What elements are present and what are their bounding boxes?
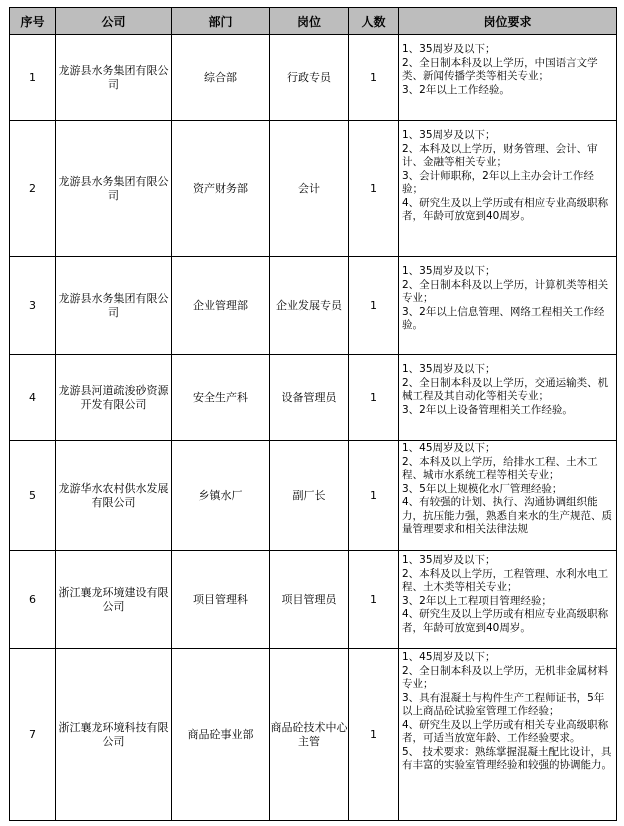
department-cell: 安全生产科 [172,355,270,441]
row-number: 1 [10,35,56,121]
department-cell: 项目管理科 [172,551,270,649]
requirement-line: 2、全日制本科及以上学历，中国语言文学类、新闻传播学类等相关专业； [402,56,598,82]
requirement-line: 4、有较强的计划、执行、沟通协调组织能力，抗压能力强，熟悉自来水的生产规范、质量管理要求和相关法律法规 [402,496,612,535]
requirements-cell [399,35,617,121]
company-cell: 浙江襄龙环境科技有限公司 [56,649,172,821]
requirement-line: 3、5年以上规模化水厂管理经验； [402,482,563,495]
requirement-line: 4、研究生及以上学历或有相应专业高级职称者，年龄可放宽到40周岁。 [402,608,609,634]
requirements-cell [399,551,617,649]
requirement-line: 4、研究生及以上学历或有相关专业高级职称者，可适当放宽年龄、工作经验要求。 [402,718,609,744]
row-number: 3 [10,257,56,355]
requirement-line: 2、本科及以上学历，工程管理、水利水电工程、土木类等相关专业； [402,567,609,593]
position-cell: 项目管理员 [270,551,349,649]
position-cell: 会计 [270,121,349,257]
requirement-line: 2、全日制本科及以上学历，交通运输类、机械工程及其自动化等相关专业； [402,376,609,402]
table-row [10,121,617,257]
header-row [10,8,617,35]
count-cell: 1 [349,649,399,821]
requirement-line: 1、35周岁及以下； [402,129,496,141]
requirement-line: 2、全日制本科及以上学历，无机非金属材料专业； [402,664,609,690]
table-row [10,649,617,821]
table-row [10,257,617,355]
department-cell: 企业管理部 [172,257,270,355]
position-cell: 设备管理员 [270,355,349,441]
requirement-line: 1、45周岁及以下； [402,651,496,663]
position-cell: 企业发展专员 [270,257,349,355]
row-number: 7 [10,649,56,821]
requirement-line: 3、2年以上信息管理、网络工程相关工作经验。 [402,305,605,331]
table-row [10,551,617,649]
header-count: 人数 [349,8,399,35]
company-cell: 浙江襄龙环境建设有限公司 [56,551,172,649]
requirement-line: 1、45周岁及以下； [402,442,496,454]
row-number: 5 [10,441,56,551]
recruitment-table [9,7,617,821]
position-cell: 副厂长 [270,441,349,551]
company-cell: 龙游县水务集团有限公司 [56,257,172,355]
count-cell: 1 [349,355,399,441]
count-cell: 1 [349,551,399,649]
requirements-cell [399,441,617,551]
table-row [10,355,617,441]
position-cell: 商品砼技术中心主管 [270,649,349,821]
requirements-cell [399,649,617,821]
requirements-cell [399,355,617,441]
header-requirements: 岗位要求 [399,8,617,35]
requirement-line: 1、35周岁及以下； [402,43,496,55]
requirements-cell [399,257,617,355]
requirement-line: 1、35周岁及以下； [402,265,496,277]
department-cell: 乡镇水厂 [172,441,270,551]
header-company: 公司 [56,8,172,35]
requirement-line: 3、会计师职称，2年以上主办会计工作经验； [402,169,594,195]
department-cell: 综合部 [172,35,270,121]
requirement-line: 3、2年以上工作经验。 [402,83,510,96]
requirement-line: 2、全日制本科及以上学历，计算机类等相关专业； [402,278,609,304]
department-cell: 商品砼事业部 [172,649,270,821]
requirement-line: 4、研究生及以上学历或有相应专业高级职称者，年龄可放宽到40周岁。 [402,196,609,222]
requirement-line: 2、本科及以上学历，财务管理、会计、审计、金融等相关专业； [402,142,598,168]
requirement-line: 2、本科及以上学历，给排水工程、土木工程、城市水系统工程等相关专业； [402,455,598,481]
count-cell: 1 [349,441,399,551]
count-cell: 1 [349,257,399,355]
header-department: 部门 [172,8,270,35]
header-position: 岗位 [270,8,349,35]
table-row [10,441,617,551]
requirement-line: 1、35周岁及以下； [402,554,496,566]
company-cell: 龙游华水农村供水发展有限公司 [56,441,172,551]
company-cell: 龙游县水务集团有限公司 [56,35,172,121]
requirement-line: 1、35周岁及以下； [402,363,496,375]
row-number: 4 [10,355,56,441]
company-cell: 龙游县水务集团有限公司 [56,121,172,257]
count-cell: 1 [349,121,399,257]
row-number: 6 [10,551,56,649]
count-cell: 1 [349,35,399,121]
requirement-line: 3、2年以上工程项目管理经验； [402,594,552,607]
row-number: 2 [10,121,56,257]
requirement-line: 3、2年以上设备管理相关工作经验。 [402,403,573,416]
company-cell: 龙游县河道疏浚砂资源开发有限公司 [56,355,172,441]
requirements-cell [399,121,617,257]
department-cell: 资产财务部 [172,121,270,257]
requirement-line: 5、 技术要求：熟练掌握混凝土配比设计，具有丰富的实验室管理经验和较强的协调能力。 [402,745,612,771]
requirement-line: 3、具有混凝土与构件生产工程师证书，5年以上商品砼试验室管理工作经验； [402,691,605,717]
table-row [10,35,617,121]
header-no: 序号 [10,8,56,35]
position-cell: 行政专员 [270,35,349,121]
